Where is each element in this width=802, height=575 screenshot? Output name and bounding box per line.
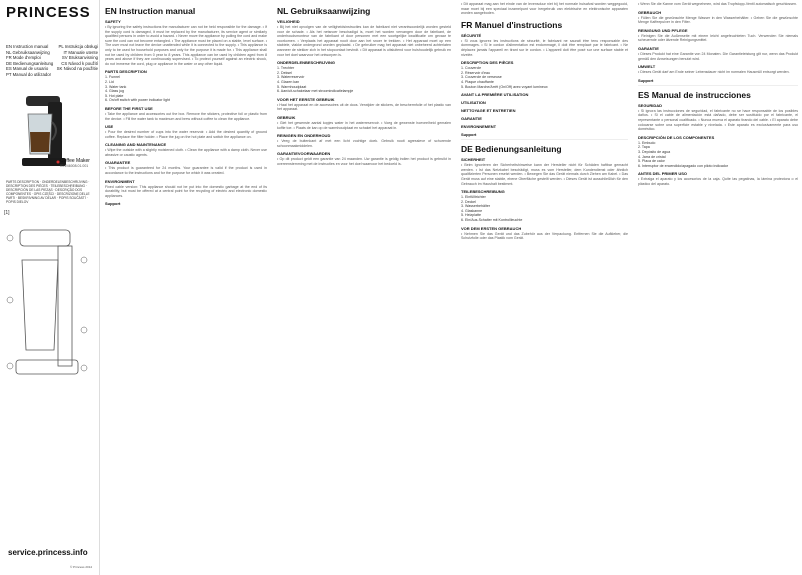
list-item: 2. Deksel xyxy=(277,70,292,75)
list-item: 1. Couvercle xyxy=(461,66,482,71)
nl-guarantee-heading: GARANTIEVOORWAARDEN xyxy=(277,151,331,157)
list-item: 4. Plaque chauffante xyxy=(461,79,494,84)
list-item: 3. Wasserbehälter xyxy=(461,204,491,209)
list-item: 4. Jarra de cristal xyxy=(638,154,666,159)
product-code: 01.246008.01.001 xyxy=(60,164,89,168)
de-env-text: • Dieses Gerät darf am Ende seiner Lebensdauer nicht im normalen Hausmüll entsorgt werden. xyxy=(638,70,790,75)
fr-use-heading: UTILISATION xyxy=(461,100,486,106)
en-before-text: • Take the appliance and accessories out the box. Remove the stickers, protective foil or plastic from the device. • Fill the water tank to maximum and brew without coffee to clean the appliance. xyxy=(105,111,267,121)
nl-before-text: • Haal het apparaat en de accessoires uit de doos. Verwijder de stickers, de beschermfolie of het plastic van het apparaat. xyxy=(277,102,451,112)
de-use-text: • Füllen Sie die gewünschte Menge Wasser in den Wasserbehälter. • Geben Sie die gewünschte Menge Kaffeepulver in den Filter. xyxy=(638,15,798,25)
en-env-heading: ENVIRONMENT xyxy=(105,178,135,184)
en-guarantee-text: • This product is guaranteed for 24 months. Your guarantee is valid if the product is used in accordance to the instructions and for the purpose for which it was created. xyxy=(105,166,267,176)
fr-env-heading: ENVIRONNEMENT xyxy=(461,124,497,130)
en-support-heading: Support xyxy=(105,201,121,207)
lang-de[interactable]: DE Bedienungsanleitung xyxy=(6,60,54,66)
lang-cs[interactable]: CS Návod k použití xyxy=(61,60,98,66)
en-use-text: • Pour the desired number of cups into the water reservoir. • Add the desired quantity of ground coffee. Replace the filter holder. • Place the jug on the hot plate and switch the appliance on. xyxy=(105,130,267,139)
list-item: 5. Heizplatte xyxy=(461,213,481,218)
nl-guarantee-text: • Op dit product geldt een garantie van 24 maanden. Uw garantie is geldig indien het product is gebruikt in overeenstemming met de instructies en voor het doel waarvoor het bedoeld is. xyxy=(277,157,451,166)
german-spanish-column xyxy=(634,0,802,575)
list-item: 5. Placa de calor xyxy=(638,159,665,164)
list-item: 2. Tapa xyxy=(638,145,650,150)
de-before-text: • Nehmen Sie das Gerät und das Zubehör aus der Verpackung. Entfernen Sie die Aufkleber, die Schutzfolie oder das Plastik vom Gerät. xyxy=(461,231,628,241)
english-column xyxy=(101,0,271,575)
en-parts-list xyxy=(105,75,267,103)
list-item: 2. Lid xyxy=(105,79,114,84)
parts-diagram xyxy=(4,200,96,500)
lang-nl[interactable]: NL Gebruiksaanwijzing xyxy=(6,49,50,55)
de-clean-heading: REINIGUNG UND PFLEGE xyxy=(638,27,688,33)
en-safety-heading: SAFETY xyxy=(105,19,121,24)
lang-es[interactable]: ES Manual de usuario xyxy=(6,66,49,72)
list-item: 3. Water tank xyxy=(105,84,127,89)
de-clean-text: • Reinigen Sie die Außenseite mit einem leicht angefeuchteten Tuch. Verwenden Sie niemals scheuernde oder ätzende Reinigungsmittel. xyxy=(638,33,798,43)
fr-before-heading: AVANT LA PREMIÈRE UTILISATION xyxy=(461,92,529,98)
de-support-heading: Support xyxy=(638,77,654,83)
lang-fr[interactable]: FR Mode d'emploi xyxy=(6,55,41,61)
de-safety-text: • Beim Ignorieren der Sicherheitshinweise kann der Hersteller nicht für Schäden haftbar gemacht werden. • Ist das Netzkabel beschädigt, muss es vom Hersteller, dem Kundendienst oder ähnlich qualifizierten Personen ersetzt werden. • Bewegen Sie das Gerät niemals durch Ziehen am Kabel. • Das Gerät muss auf eine stabile, ebene Oberfläche gestellt werden. • Dieses Gerät ist ausschließlich für den Gebrauch im Haushalt bestimmt. xyxy=(461,163,628,186)
de-title: DE Bedienungsanleitung xyxy=(461,144,562,155)
fr-support-heading: Support xyxy=(461,132,477,138)
de-guarantee-heading: GARANTIE xyxy=(638,45,659,51)
lang-pl[interactable]: PL Instrukcja obsługi xyxy=(58,44,98,49)
lang-sv[interactable]: SV Bruksanvisning xyxy=(61,55,98,61)
fr-safety-text: • Si vous ignorez les instructions de sécurité, le fabricant ne saurait être tenu responsable des dommages. • Si le cordon d'alimentation est endommagé, il doit être remplacé par le fabricant. • Ne déplacez jamais l'appareil en tirant sur le cordon. • L'appareil doit être posé sur une surface stable et nivelée. xyxy=(461,38,628,57)
list-item: 4. Glass jug xyxy=(105,89,124,94)
language-row xyxy=(6,72,98,78)
fr-title: FR Manuel d'instructions xyxy=(461,19,563,30)
language-index xyxy=(6,44,98,78)
lang-it[interactable]: IT Manuale utente xyxy=(63,49,98,55)
list-item: 4. Glazen kan xyxy=(277,79,300,84)
list-item: 1. Einfülltrichter xyxy=(461,195,486,200)
dutch-column xyxy=(273,0,455,575)
nl-clean-heading: REINIGEN EN ONDERHOUD xyxy=(277,133,331,139)
en-use-heading: USE xyxy=(105,124,114,130)
es-before-heading: ANTES DEL PRIMER USO xyxy=(638,171,688,177)
en-clean-heading: CLEANING AND MAINTENANCE xyxy=(105,142,167,148)
list-item: 4. Glaskanne xyxy=(461,208,483,213)
lang-en[interactable]: EN Instruction manual xyxy=(6,44,49,49)
figure-label: [1] xyxy=(4,210,10,216)
list-item: 5. Hot plate xyxy=(105,93,124,98)
list-item: 3. Couvercle de verseuse xyxy=(461,75,502,80)
list-item: 2. Réservoir d'eau xyxy=(461,70,491,75)
es-safety-text: • Si ignora las instrucciones de seguridad, el fabricante no se hace responsable de los posibles daños. • Si el cable de alimentación está dañado, debe ser sustituido por el fabricante, el representante o personal cualificado. • Nunca mueva el aparato tirando del cable. • El aparato debe colocarse sobre una superficie estable y nivelada. • Este aparato es exclusivamente para uso doméstico. xyxy=(638,108,798,132)
es-title: ES Manual de instrucciones xyxy=(638,89,751,100)
es-before-text: • Extraiga el aparato y los accesorios de la caja. Quite las pegatinas, la lámina protectora o el plástico del aparato. xyxy=(638,177,798,186)
de-parts-heading: TEILEBESCHREIBUNG xyxy=(461,189,505,195)
lang-sk[interactable]: SK Návod na použitie xyxy=(56,66,98,72)
lang-pt[interactable]: PT Manual do utilizador xyxy=(6,71,52,77)
list-item: 6. Aan/uit-schakelaar met stroomindicatielampje xyxy=(277,89,354,94)
es-safety-heading: SEGURIDAD xyxy=(638,102,663,108)
fr-guarantee-heading: GARANTIE xyxy=(461,116,482,122)
de-before-heading: VOR DEM ERSTEN GEBRAUCH xyxy=(461,225,522,231)
nl-title: NL Gebruiksaanwijzing xyxy=(277,6,371,16)
brand-logo: PRINCESS xyxy=(6,4,91,21)
de-env-heading: UMWELT xyxy=(638,64,656,70)
de-safety-heading: SICHERHEIT xyxy=(461,157,486,163)
nl-safety-text: • Bij het niet opvolgen van de veiligheidsinstructies kan de fabrikant niet verantwoordelijk worden gesteld voor de schade. • Als het netsnoer beschadigd is, moet het worden vervangen door de fabrikant, de onderhoudsmonteur van de fabrikant of door personen met een soortgelijke kwalificatie om gevaar te voorkomen. • Verplaats het apparaat nooit door aan het snoer te trekken. • Het apparaat moet op een stabiele, vlakke ondergrond worden geplaatst. • De gebruiker mag het apparaat niet onbeheerd achterlaten wanneer de stekker zich in het stopcontact bevindt. • Dit apparaat is uitsluitend voor huishoudelijk gebruik en voor het doel waarvoor het ontworpen is. xyxy=(277,25,451,57)
cover-column xyxy=(0,0,100,575)
nl-env-text: • Dit apparaat mag aan het einde van de levensduur niet bij het normale huisafval worden weggegooid, maar moet bij een speciaal inzamelpunt voor hergebruik van elektrische en elektronische apparaten worden aangeboden. xyxy=(461,2,628,16)
list-item: 1. Funnel xyxy=(105,75,120,80)
list-item: 6. On/off switch with power indicator light xyxy=(105,98,171,103)
en-env-text: Fixed cable version: This appliance should not be put into the domestic garbage at the end of its durability, but must be offered at a central point for the recycling of electric and electronic domestic appliances. xyxy=(105,184,267,198)
nl-parts-heading: ONDERDELENBESCHRIJVING xyxy=(277,60,336,66)
fr-parts-heading: DESCRIPTION DES PIÈCES xyxy=(461,60,514,66)
de-use-text-intro: • Wenn Sie die Kanne vom Gerät wegnehmen, wird das Tropfstopp-Ventil automatisch geschlossen. xyxy=(638,2,798,6)
nl-before-heading: VOOR HET EERSTE GEBRUIK xyxy=(277,96,335,102)
list-item: 2. Deckel xyxy=(461,199,476,204)
es-parts-heading: DESCRIPCIÓN DE LOS COMPONENTES xyxy=(638,134,715,140)
copyright: © Princess 2014 xyxy=(70,565,93,569)
product-name: Coffee Maker xyxy=(60,158,90,164)
parts-description-note: PARTS DESCRIPTION · ONDERDELENBESCHRIJVING · DESCRIPTION DES PIÈCES · TEILEBESCHREIBUNG · DESCRIPCIÓN DE LAS PIEZAS · DESCRIÇÃO DOS COMPONENTES · OPIS CZĘŚCI · DESCRIZIONE DELLE PARTI · BESKRIVNING AV DELAR · POPIS SOUČÁSTÍ · POPIS DIELOV xyxy=(6,180,90,204)
en-clean-text: • Wipe the outside with a slightly moistened cloth. • Clean the appliance with a damp cloth. Never use abrasive or caustic agents. xyxy=(105,148,267,157)
list-item: 3. Depósito de agua xyxy=(638,149,671,154)
list-item: 6. Ein/Aus-Schalter mit Kontrollleuchte xyxy=(461,218,523,223)
list-item: 1. Trechter xyxy=(277,66,295,71)
en-parts-heading: PARTS DESCRIPTION xyxy=(105,69,147,75)
nl-use-heading: GEBRUIK xyxy=(277,114,296,120)
fr-parts-list xyxy=(461,66,628,89)
en-guarantee-heading: GUARANTEE xyxy=(105,160,131,166)
service-url[interactable]: service.princess.info xyxy=(8,548,88,557)
nl-use-text: • Giet het gewenste aantal kopjes water in het waterreservoir. • Voeg de gewenste hoeveelheid gemalen koffie toe. • Plaats de kan op de warmhoudplaat en schakel het apparaat in. xyxy=(277,120,451,130)
list-item: 5. Bouton Marche/Arrêt (On/Off) avec voyant lumineux xyxy=(461,84,548,89)
en-before-heading: BEFORE THE FIRST USE xyxy=(105,105,153,111)
de-parts-list xyxy=(461,195,628,223)
list-item: 6. Interruptor de encendido/apagado con piloto indicador xyxy=(638,163,729,168)
french-german-column xyxy=(457,0,632,575)
nl-parts-list xyxy=(277,66,451,94)
en-safety-text: • By ignoring the safety instructions the manufacturer can not be held responsible for the damage. • If the supply cord is damaged, it must be replaced by the manufacturer, its service agent or similarly qualified persons in order to avoid a hazard. • Never move the appliance by pulling the cord and make sure the cord can not become entangled. • The appliance must be placed on a stable, level surface. • The user must not leave the device unattended while it is connected to the supply. • This appliance is only to be used for household purposes and only for the purpose it is made for. • This appliance shall not be used by children from 0 year to 8 years. This appliance can be used by children aged from 8 years and above if they are continuously supervised. • To protect yourself against an electric shock, do not immerse the cord, plug or appliance in the water or any other liquid. xyxy=(105,25,267,66)
de-use-heading: GEBRAUCH xyxy=(638,9,662,15)
en-title: EN Instruction manual xyxy=(105,6,196,16)
nl-clean-text: • Veeg de buitenkant af met een licht vochtige doek. Gebruik nooit agressieve of schurende schoonmaakmiddelen. xyxy=(277,139,451,148)
list-item: 1. Embudo xyxy=(638,140,656,145)
nl-safety-heading: VEILIGHEID xyxy=(277,19,300,24)
fr-safety-heading: SÉCURITÉ xyxy=(461,32,482,38)
fr-clean-heading: NETTOYAGE ET ENTRETIEN xyxy=(461,108,516,114)
de-guarantee-text: • Dieses Produkt hat eine Garantie von 24 Monaten. Die Garantieleistung gilt nur, wenn das Produkt gemäß den Anweisungen benutzt wird. xyxy=(638,51,798,61)
es-parts-list xyxy=(638,141,798,169)
list-item: 3. Waterreservoir xyxy=(277,75,305,80)
list-item: 5. Warmhoudplaat xyxy=(277,84,307,89)
